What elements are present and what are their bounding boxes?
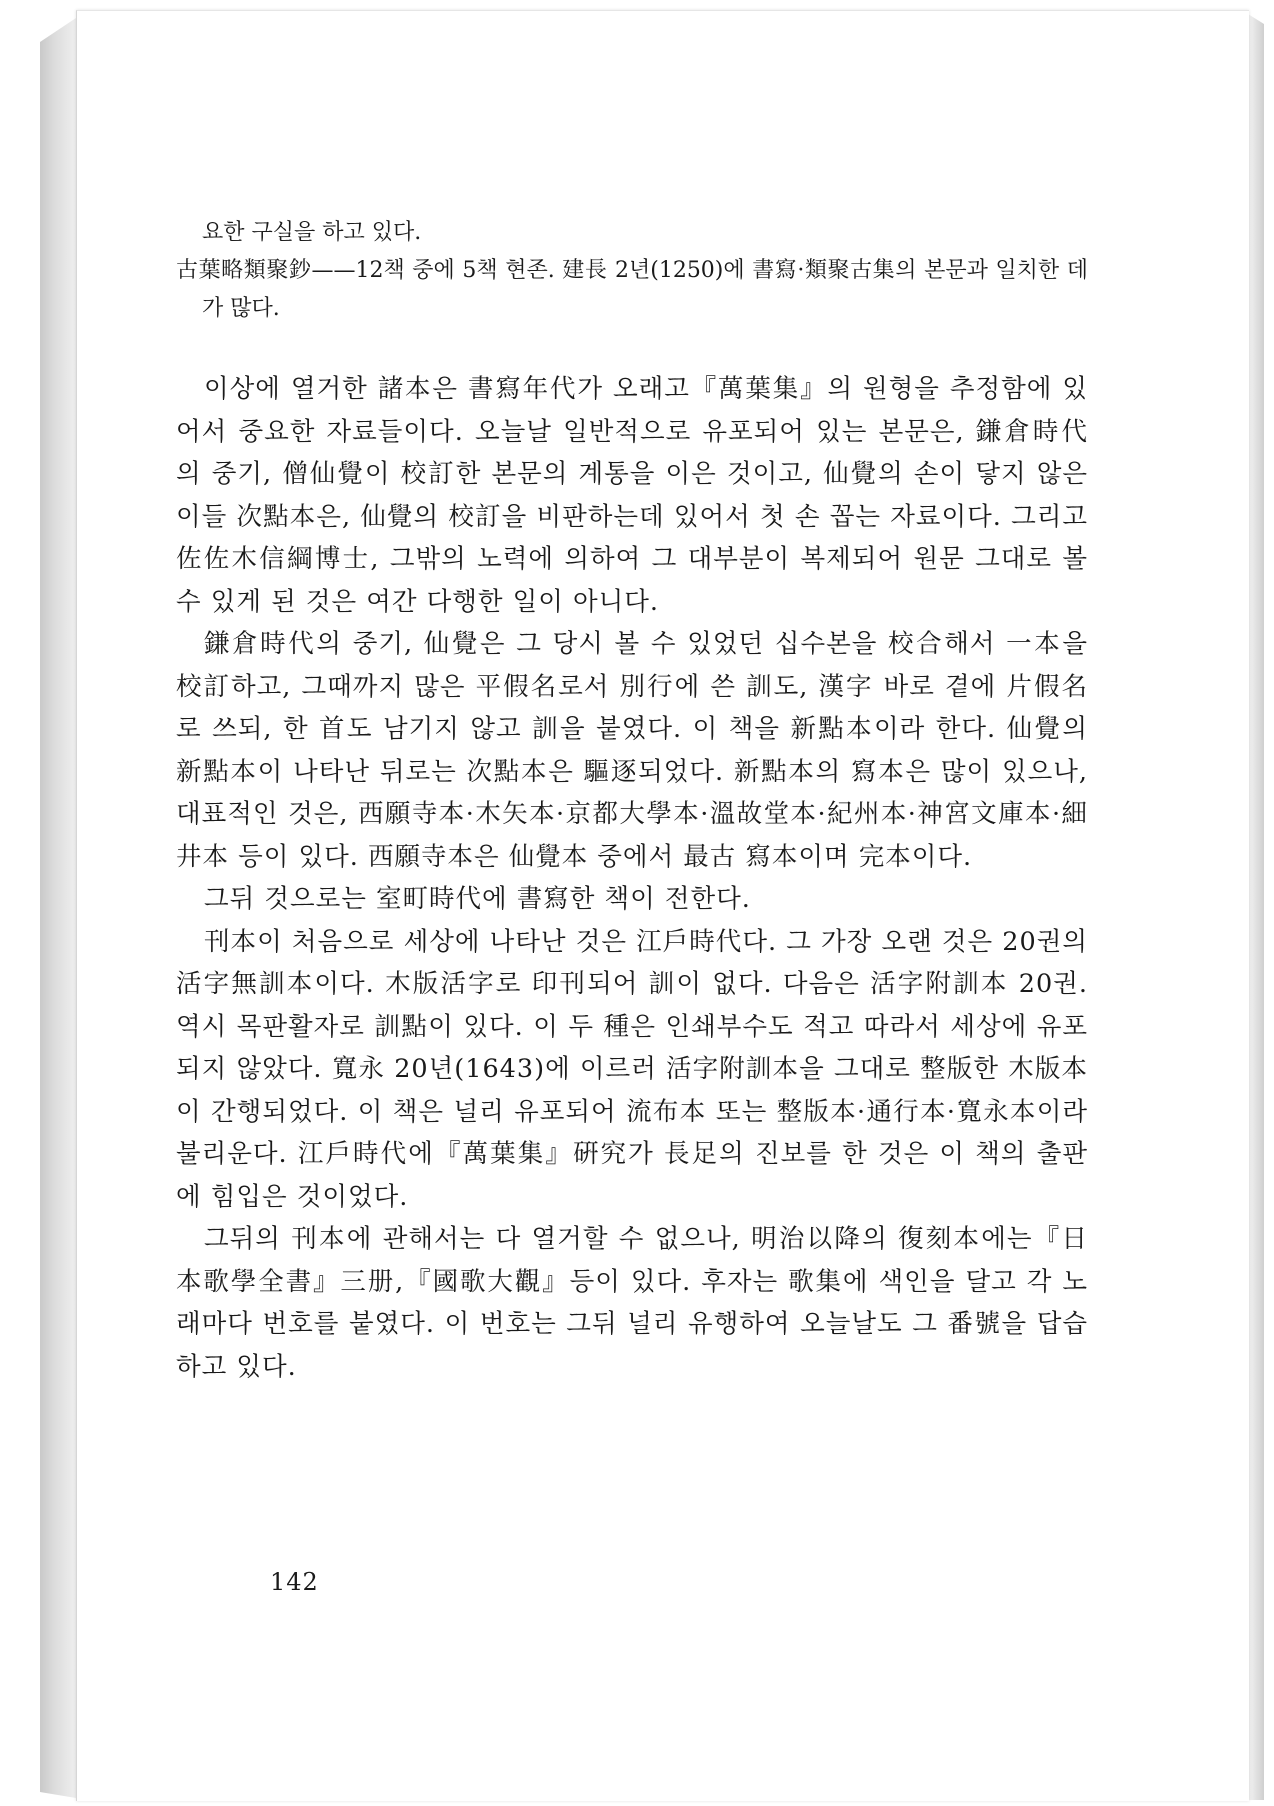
paragraph: 그뒤의 刊本에 관해서는 다 열거할 수 없으나, 明治以降의 復刻本에는『日本歌學全書』三册,『國歌大觀』등이 있다. 후자는 歌集에 색인을 달고 각 노래마다 번호를 붙였다. 이 번호는 그뒤 널리 유행하여 오늘날도 그 番號을 답습하고 있다. [176,1224,1088,1382]
book-right-edge [1248,14,1264,1800]
paragraph: 鎌倉時代의 중기, 仙覺은 그 당시 볼 수 있었던 십수본을 校合해서 一本을 校訂하고, 그때까지 많은 平假名로서 別行에 쓴 訓도, 漢字 바로 곁에 片假名로 쓰되, 한 首도 남기지 않고 訓을 붙였다. 이 책을 新點本이라 한다. 仙覺의 新點本이 나타난 뒤로는 次點本은 驅逐되었다. 新點本의 寫本은 많이 있으나, 대표적인 것은, 西願寺本·木矢本·京都大學本·溫故堂本·紀州本·神宮文庫本·細井本 등이 있다. 西願寺本은 仙覺本 중에서 最古 寫本이며 完本이다. [176,629,1088,872]
page-body [176,214,1088,1388]
entry-item: 古葉略類聚鈔——12책 중에 5책 현존. 建長 2년(1250)에 書寫·類聚古集의 본문과 일치한 데가 많다. [176,258,1088,321]
paragraph: 그뒤 것으로는 室町時代에 書寫한 책이 전한다. [204,884,751,914]
paragraph: 刊本이 처음으로 세상에 나타난 것은 江戶時代다. 그 가장 오랜 것은 20권의 活字無訓本이다. 木版活字로 印刊되어 訓이 없다. 다음은 活字附訓本 20권. 역시 목판활자로 訓點이 있다. 이 두 種은 인쇄부수도 적고 따라서 세상에 유포되지 않았다. 寬永 20년(1643)에 이르러 活字附訓本을 그대로 整版한 木版本이 간행되었다. 이 책은 널리 유포되어 流布本 또는 整版本·通行本·寬永本이라 불리운다. 江戶時代에『萬葉集』硏究가 長足의 진보를 한 것은 이 책의 출판에 힘입은 것이었다. [176,926,1088,1212]
section-gap [176,328,1088,368]
entry-continuation: 요한 구실을 하고 있다. [202,220,422,245]
book-spine-edge [40,18,76,1798]
paragraph: 이상에 열거한 諸本은 書寫年代가 오래고『萬葉集』의 원형을 추정함에 있어서 중요한 자료들이다. 오늘날 일반적으로 유포되어 있는 본문은, 鎌倉時代의 중기, 僧仙覺이 校訂한 본문의 계통을 이은 것이고, 仙覺의 손이 닿지 않은 이들 次點本은, 仙覺의 校訂을 비판하는데 있어서 첫 손 꼽는 자료이다. 그리고 佐佐木信綱博士, 그밖의 노력에 의하여 그 대부분이 복제되어 원문 그대로 볼 수 있게 된 것은 여간 다행한 일이 아니다. [176,374,1088,617]
page-number: 142 [270,1568,319,1596]
